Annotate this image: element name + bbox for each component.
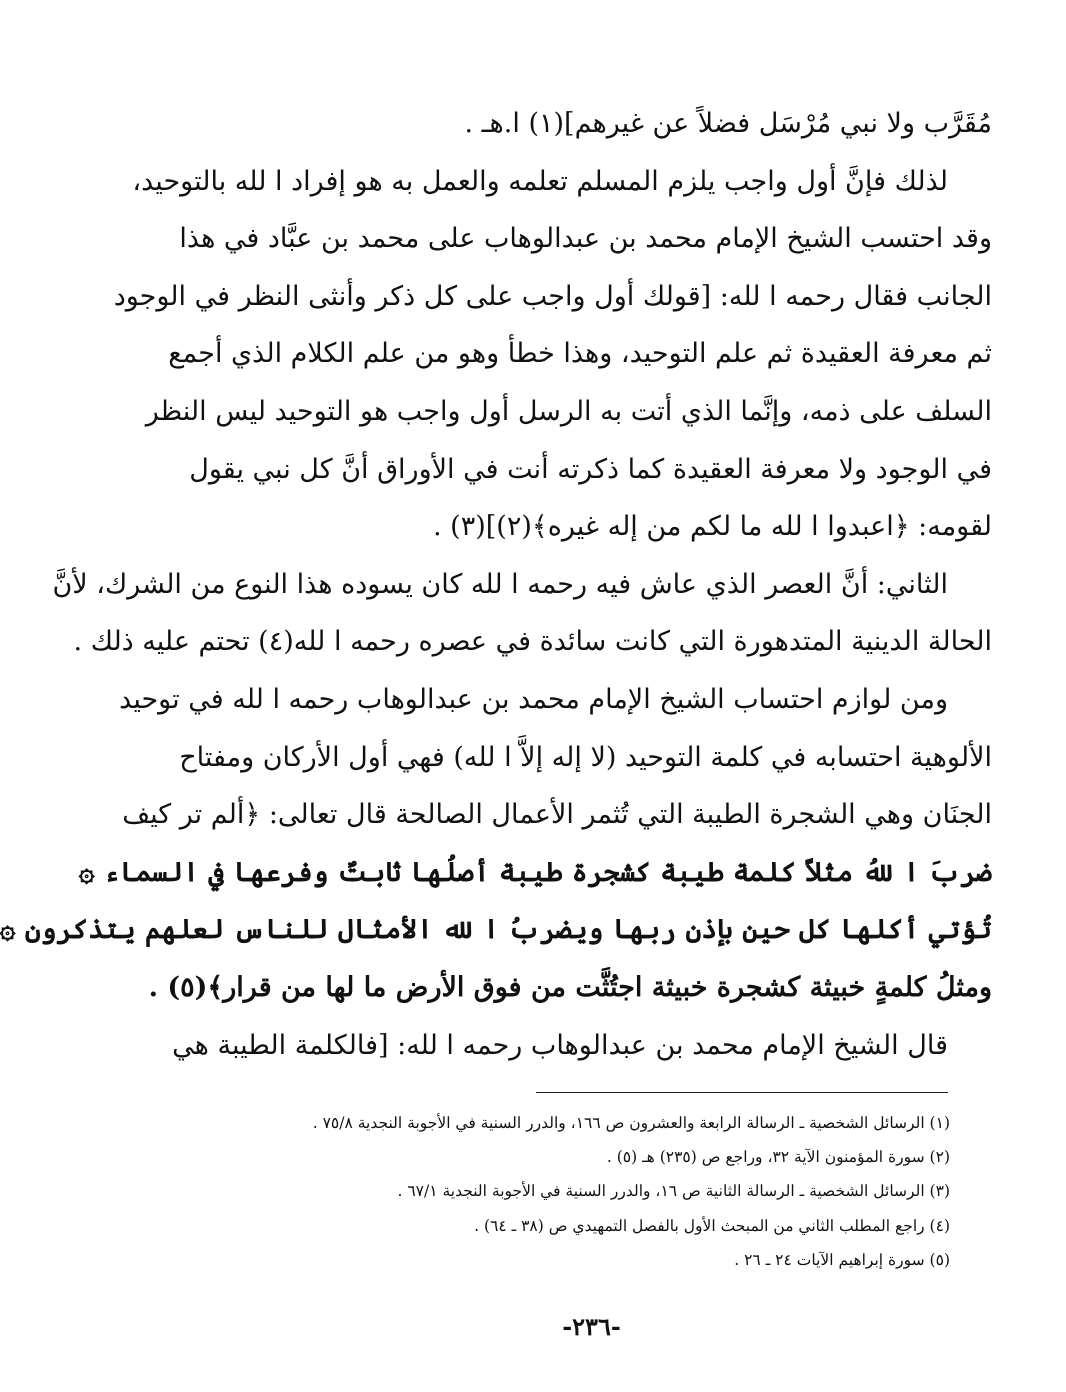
- quran-verse-line-2: تُؤتي أكلها كل حين بإذن ربها ويضربُ ا لله الأمثال للناس لعلهم يتذكرون ۞: [0, 914, 992, 946]
- text-line-2: لذلك فإنَّ أول واجب يلزم المسلم تعلمه والعمل به هو إفراد ا لله بالتوحيد،: [132, 165, 948, 197]
- quran-verse-line-3: ومثلُ كلمةٍ خبيثة كشجرة خبيثة اجتُثَّت من فوق الأرض ما لها من قرار﴾(٥) .: [148, 971, 992, 1003]
- text-line-3: وقد احتسب الشيخ الإمام محمد بن عبدالوهاب على محمد بن عبَّاد في هذا: [179, 223, 992, 255]
- footnotes: [190, 1106, 950, 1277]
- text-line-8: لقومه: ﴿اعبدوا ا لله ما لكم من إله غيره﴾(٢)](٣) .: [433, 511, 992, 543]
- text-line-12: الألوهية احتسابه في كلمة التوحيد (لا إله إلاَّ ا لله) فهي أول الأركان ومفتاح: [179, 741, 992, 773]
- page-number: -٢٣٦-: [562, 1312, 621, 1341]
- text-line-13: الجنَان وهي الشجرة الطيبة التي تُثمر الأعمال الصالحة قال تعالى: ﴿ألم تر كيف: [122, 799, 992, 831]
- text-line-11: ومن لوازم احتساب الشيخ الإمام محمد بن عبدالوهاب رحمه ا لله في توحيد: [119, 683, 948, 715]
- text-line-9: الثاني: أنَّ العصر الذي عاش فيه رحمه ا لله كان يسوده هذا النوع من الشرك، لأنَّ: [52, 568, 948, 600]
- footnote-2: (٢) سورة المؤمنون الآية ٣٢، وراجع ص (٢٣٥) هـ (٥) .: [606, 1148, 950, 1167]
- footnote-3: (٣) الرسائل الشخصية ـ الرسالة الثانية ص ١٦، والدرر السنية في الأجوبة النجدية ٦٧/١ .: [397, 1182, 950, 1201]
- text-line-4: الجانب فقال رحمه ا لله: [قولك أول واجب على كل ذكر وأنثى النظر في الوجود: [113, 280, 992, 312]
- text-line-7: في الوجود ولا معرفة العقيدة كما ذكرته أنت في الأوراق أنَّ كل نبي يقول: [189, 453, 992, 485]
- main-text: [0, 95, 992, 1074]
- footnote-4: (٤) راجع المطلب الثاني من المبحث الأول بالفصل التمهيدي ص (٣٨ ـ ٦٤) .: [474, 1216, 950, 1235]
- footnote-1: (١) الرسائل الشخصية ـ الرسالة الرابعة والعشرون ص ١٦٦، والدرر السنية في الأجوبة النجدية ٧٥/٨ .: [312, 1114, 950, 1132]
- text-line-5: ثم معرفة العقيدة ثم علم التوحيد، وهذا خطأ وهو من علم الكلام الذي أجمع: [168, 338, 992, 370]
- text-line-17: قال الشيخ الإمام محمد بن عبدالوهاب رحمه ا لله: [فالكلمة الطيبة هي: [172, 1029, 948, 1061]
- text-line-1: مُقَرَّب ولا نبي مُرْسَل فضلاً عن غيرهم](١) ا.هـ .: [464, 108, 992, 139]
- footnote-5: (٥) سورة إبراهيم الآيات ٢٤ ـ ٢٦ .: [734, 1250, 950, 1269]
- quran-verse-line-1: ضربَ ا للهُ مثلاً كلمة طيبة كشجرة طيبة أصلُها ثابتٌ وفرعها في السماء ۞: [78, 856, 992, 888]
- text-line-10: الحالة الدينية المتدهورة التي كانت سائدة في عصره رحمه ا لله(٤) تحتم عليه ذلك .: [73, 626, 992, 658]
- text-line-6: السلف على ذمه، وإنَّما الذي أتت به الرسل أول واجب هو التوحيد ليس النظر: [145, 395, 992, 427]
- footnote-separator: [536, 1092, 948, 1093]
